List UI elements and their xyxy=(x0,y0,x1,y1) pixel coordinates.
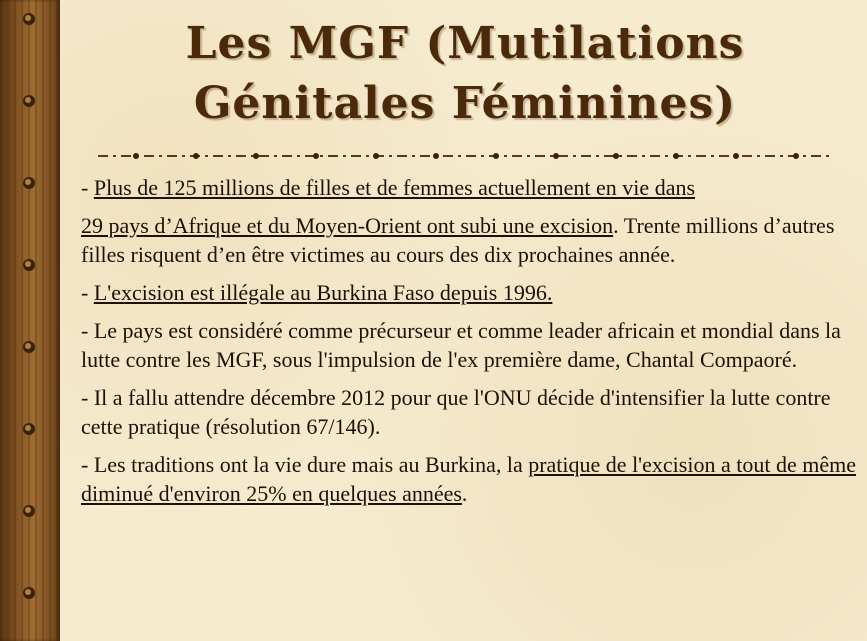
wood-border-strip xyxy=(0,0,60,641)
nail-icon xyxy=(22,340,36,354)
nail-icon xyxy=(22,258,36,272)
paragraph-text: - Les traditions ont la vie dure mais au Burkina, la xyxy=(81,452,529,477)
nail-icon xyxy=(22,94,36,108)
bullet-paragraph xyxy=(81,278,867,307)
bullet-dash: - xyxy=(81,280,94,305)
bullet-paragraph xyxy=(81,211,867,269)
nail-icon xyxy=(22,12,36,26)
slide-title: Les MGF (Mutilations Génitales Féminines) xyxy=(185,18,745,129)
bullet-paragraph xyxy=(81,173,867,202)
underlined-text: 29 pays d’Afrique et du Moyen-Orient ont subi une excision xyxy=(81,213,614,238)
bullet-paragraph: - Le pays est considéré comme précurseur et comme leader africain et mondial dans la lutte contre les MGF, sous l'impulsion de l'ex première dame, Chantal Compaoré. xyxy=(81,318,841,372)
bullet-paragraph xyxy=(81,450,867,508)
nail-icon xyxy=(22,176,36,190)
underlined-text: L'excision est illégale au Burkina Faso depuis 1996. xyxy=(93,280,553,305)
paragraph-text: . Trente millions d’autres filles risquent d’en être victimes au cours des dix prochaines année. xyxy=(81,213,835,267)
slide-body xyxy=(81,173,867,517)
bullet-paragraph: - Il a fallu attendre décembre 2012 pour que l'ONU décide d'intensifier la lutte contre cette pratique (résolution 67/146). xyxy=(81,385,831,439)
decorative-divider xyxy=(96,150,836,162)
paragraph-text: . xyxy=(461,481,468,506)
underlined-text: pratique de l'excision a tout de même diminué d'environ 25% en quelques années xyxy=(81,452,856,506)
nail-icon xyxy=(22,586,36,600)
bullet-dash: - xyxy=(81,175,94,200)
nail-icon xyxy=(22,422,36,436)
underlined-text: Plus de 125 millions de filles et de femmes actuellement en vie dans xyxy=(93,175,696,200)
nail-icon xyxy=(22,504,36,518)
